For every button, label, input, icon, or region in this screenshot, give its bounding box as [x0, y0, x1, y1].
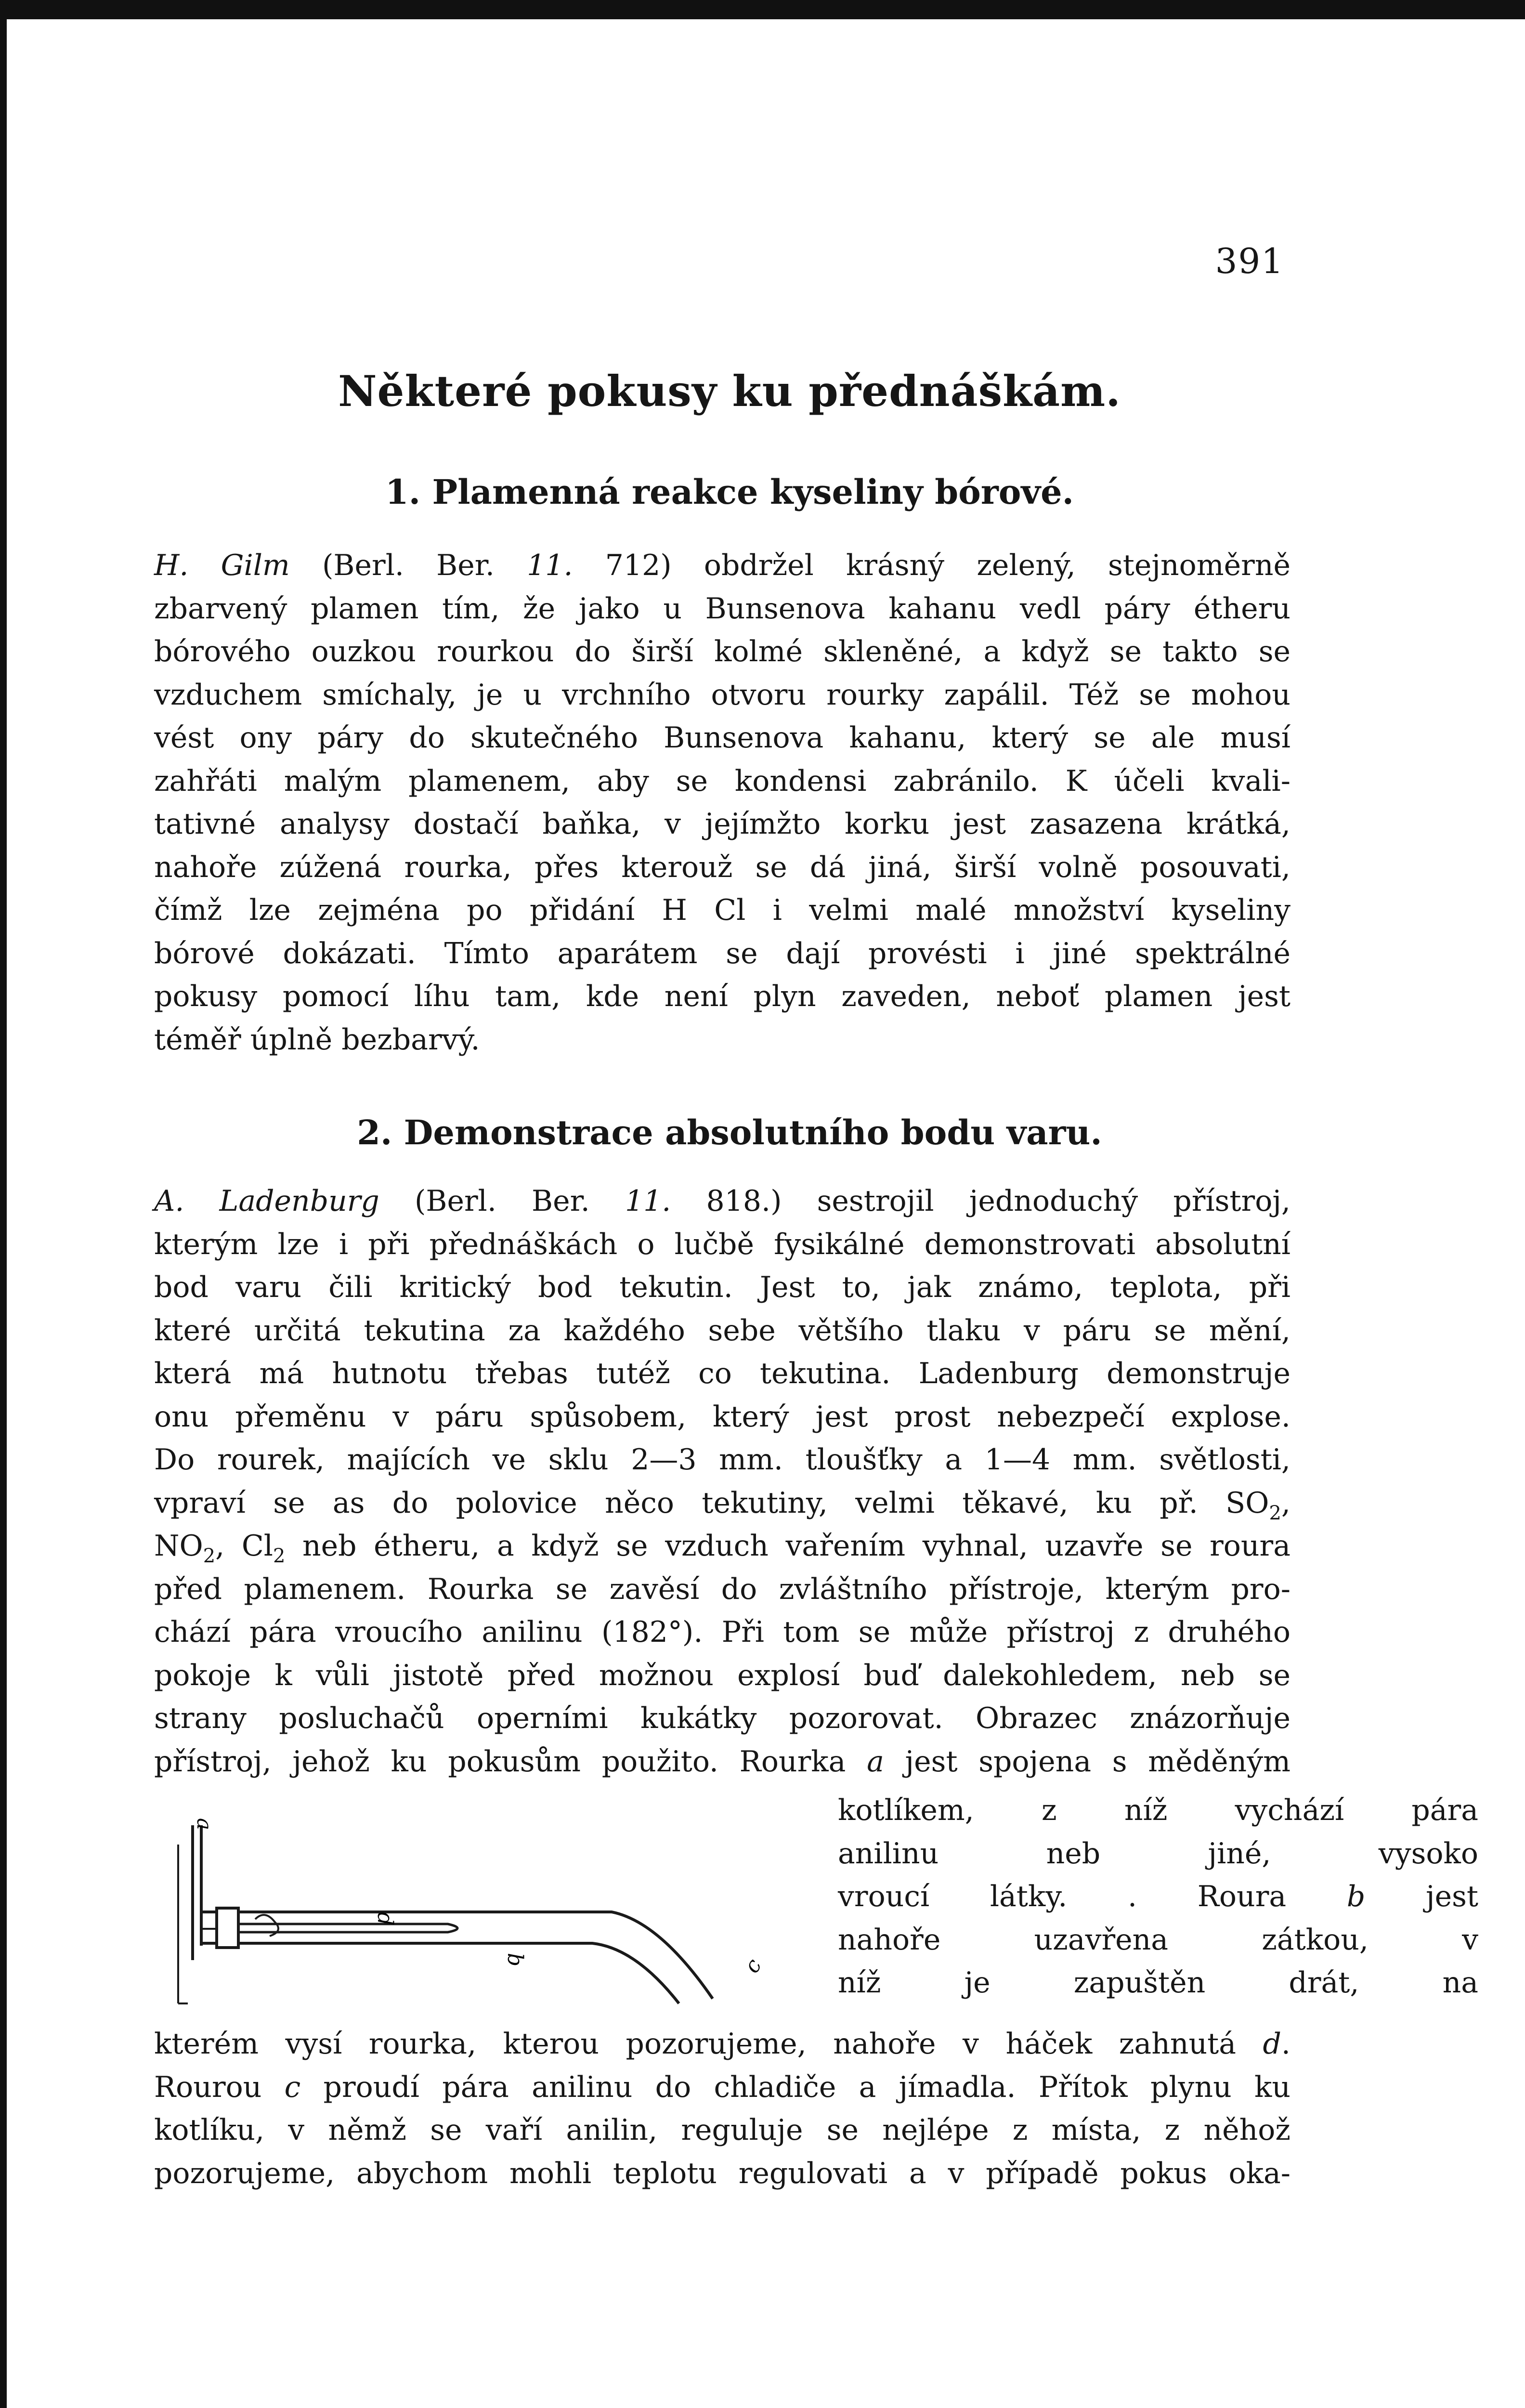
text-line: vzduchem smíchaly, je u vrchního otvoru rourky zapálil. Též se mohou: [154, 678, 1290, 712]
text-line: nahoře uzavřena zátkou, v: [838, 1923, 1478, 1957]
text-line: H. Gilm (Berl. Ber. 11. 712) obdržel krásný zelený, stejnoměrně: [154, 549, 1290, 582]
text-line: kotlíku, v němž se vaří anilin, reguluje se nejlépe z místa, z něhož: [154, 2113, 1290, 2147]
text-line: Rourou c proudí pára anilinu do chladiče a jímadla. Přítok plynu ku: [154, 2070, 1290, 2104]
text-line: bórové dokázati. Tímto aparátem se dají provésti i jiné spektrálné: [154, 936, 1290, 970]
text-line: pokusy pomocí líhu tam, kde není plyn zaveden, neboť plamen jest: [154, 980, 1290, 1013]
apparatus-figure: [159, 1801, 785, 2018]
text-line: bod varu čili kritický bod tekutin. Jest to, jak známo, teplota, při: [154, 1270, 1290, 1304]
text-line: bórového ouzkou rourkou do širší kolmé skleněné, a když se takto se: [154, 635, 1290, 668]
text-line: níž je zapuštěn drát, na: [838, 1966, 1478, 2000]
text-line: A. Ladenburg (Berl. Ber. 11. 818.) sestrojil jednoduchý přístroj,: [154, 1184, 1290, 1218]
text-line: nahoře zúžená rourka, přes kterouž se dá jiná, širší volně posouvati,: [154, 850, 1290, 884]
text-line: anilinu neb jiné, vysoko: [838, 1836, 1478, 1871]
figure-label-d: d: [373, 1912, 397, 1926]
text-line: kterém vysí rourka, kterou pozorujeme, nahoře v háček zahnutá d.: [154, 2027, 1290, 2061]
text-line: Do rourek, majících ve sklu 2—3 mm. tloušťky a 1—4 mm. světlosti,: [154, 1443, 1290, 1477]
text-line: které určitá tekutina za každého sebe většího tlaku v páru se mění,: [154, 1313, 1290, 1348]
figure-label-c: c: [739, 1954, 767, 1977]
text-line: téměř úplně bezbarvý.: [154, 1022, 480, 1057]
text-line: strany posluchačů operními kukátky pozorovat. Obrazec znázorňuje: [154, 1701, 1290, 1735]
text-line: před plamenem. Rourka se zavěsí do zvláštního přístroje, kterým pro-: [154, 1572, 1290, 1606]
text-line: kterým lze i při přednáškách o lučbě fysikálné demonstrovati absolutní: [154, 1227, 1290, 1261]
text-line: chází pára vroucího anilinu (182°). Při tom se může přístroj z druhého: [154, 1615, 1290, 1649]
text-line: vpraví se as do polovice něco tekutiny, velmi těkavé, ku př. $SO_2$,: [154, 1486, 1290, 1524]
page-title: Některé pokusy ku přednáškám.: [338, 366, 1121, 416]
text-line: pokoje k vůli jistotě před možnou explosí buď dalekohledem, neb se: [154, 1658, 1290, 1692]
figure-side-text: [838, 1789, 1478, 2005]
text-line: zahřáti malým plamenem, aby se kondensi zabránilo. K účeli kvali-: [154, 764, 1290, 798]
scan-top-border: [0, 0, 1525, 19]
text-line: přístroj, jehož ku pokusům použito. Rourka a jest spojena s měděným: [154, 1744, 1290, 1779]
volume-number: 11.: [527, 549, 573, 582]
text-line: tativné analysy dostačí baňka, v jejímžto korku jest zasazena krátká,: [154, 807, 1290, 841]
text-line: $NO_2$, $Cl_2$ neb étheru, a když se vzduch vařením vyhnal, uzavře se roura: [154, 1529, 1290, 1567]
author-name: A. Ladenburg: [154, 1184, 379, 1218]
section-2-heading: 2. Demonstrace absolutního bodu varu.: [357, 1112, 1102, 1152]
page-number: 391: [1215, 241, 1284, 281]
section-1-heading: 1. Plamenná reakce kyseliny bórové.: [385, 472, 1074, 512]
section-2-paragraph: [154, 1180, 1290, 1783]
text-line: onu přeměnu v páru spůsobem, který jest prost nebezpečí explose.: [154, 1400, 1290, 1434]
text-line: zbarvený plamen tím, že jako u Bunsenova kahanu vedl páry étheru: [154, 591, 1290, 626]
text-line: kotlíkem, z níž vychází pára: [838, 1793, 1478, 1827]
text-line: která má hutnotu třebas tutéž co tekutina. Ladenburg demonstruje: [154, 1357, 1290, 1390]
text-line: vést ony páry do skutečného Bunsenova kahanu, který se ale musí: [154, 721, 1290, 755]
section-1-paragraph: [154, 544, 1290, 1061]
scan-left-border: [0, 0, 7, 2408]
author-name: H. Gilm: [154, 549, 290, 582]
text-line: vroucí látky. . Roura b jest: [838, 1880, 1478, 1913]
text-line: pozorujeme, abychom mohli teplotu regulovati a v případě pokus oka-: [154, 2156, 1290, 2190]
figure-label-a: a: [193, 1818, 216, 1831]
volume-number: 11.: [625, 1184, 671, 1218]
text-line: čímž lze zejména po přidání H Cl i velmi malé množství kyseliny: [154, 893, 1290, 927]
figure-label-b: b: [503, 1953, 527, 1967]
section-2-continuation: [154, 2023, 1290, 2195]
